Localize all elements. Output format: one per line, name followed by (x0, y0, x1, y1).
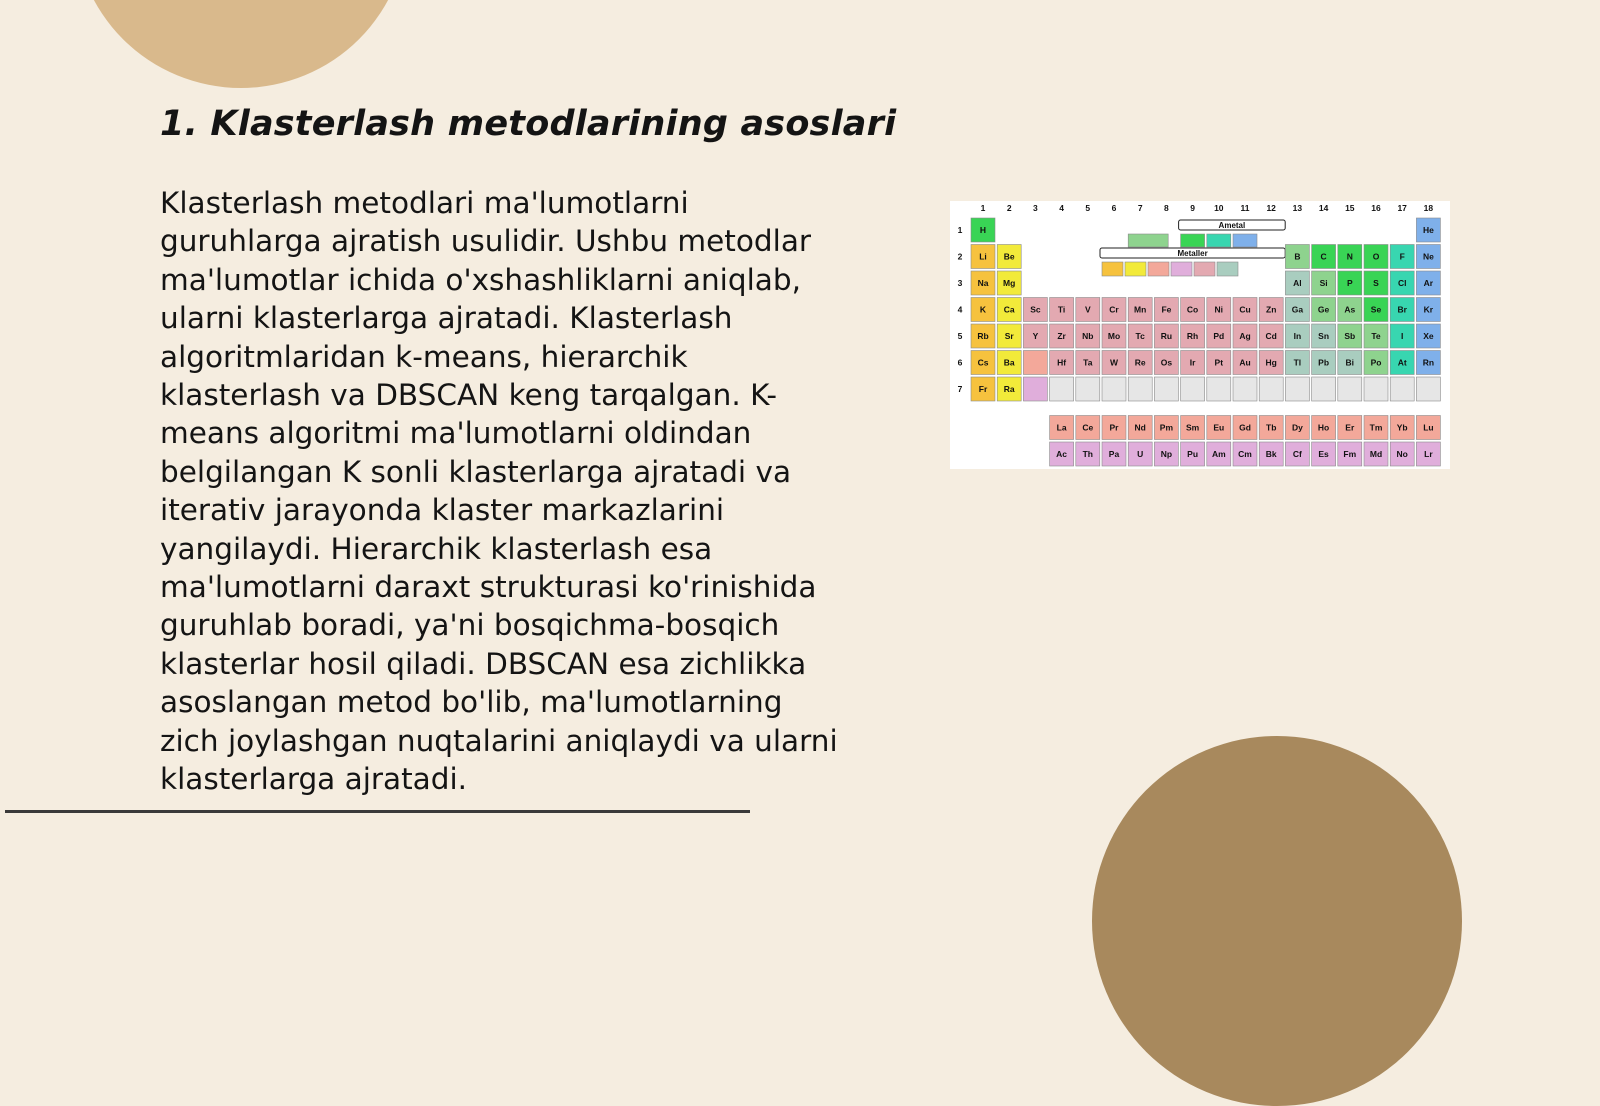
element-symbol: Cu (1239, 304, 1251, 315)
element-symbol: Ge (1317, 304, 1330, 315)
element-symbol: Zn (1266, 304, 1277, 315)
group-number: 9 (1190, 203, 1195, 213)
element-symbol: He (1422, 225, 1434, 235)
element-symbol: V (1084, 304, 1091, 315)
unknown-element-cell (1102, 377, 1126, 401)
element-symbol: In (1293, 331, 1302, 341)
group-number: 14 (1318, 203, 1329, 213)
element-symbol: Y (1032, 331, 1039, 341)
element-symbol: Pt (1214, 357, 1224, 368)
element-symbol: Re (1134, 357, 1146, 368)
element-symbol: Ra (1003, 384, 1015, 394)
element-symbol: K (979, 304, 987, 315)
group-number: 1 (980, 203, 986, 213)
element-symbol: Li (979, 251, 987, 262)
period-number: 5 (957, 331, 963, 341)
element-symbol: Hg (1265, 357, 1277, 368)
unknown-element-cell (1338, 377, 1362, 401)
element-symbol: N (1346, 251, 1353, 262)
period-number: 4 (957, 304, 963, 315)
element-symbol: Dy (1291, 422, 1303, 433)
element-symbol: Cl (1397, 278, 1407, 288)
periodic-table-graphic (950, 201, 1450, 469)
legend-swatch (1194, 262, 1215, 276)
element-symbol: Ar (1423, 278, 1434, 288)
element-symbol: Cd (1265, 331, 1277, 341)
element-symbol: Rb (977, 331, 989, 341)
element-symbol: Ga (1291, 304, 1304, 315)
lanthanide-placeholder (1023, 351, 1047, 375)
nonmetals-legend-label: Ametal (1218, 221, 1246, 230)
group-number: 5 (1085, 203, 1091, 213)
unknown-element-cell (1390, 377, 1414, 401)
element-symbol: Tm (1369, 422, 1383, 433)
slide-title: 1. Klasterlash metodlarining asoslari (160, 104, 897, 144)
element-symbol: Kr (1423, 304, 1434, 315)
element-symbol: Au (1239, 357, 1251, 368)
element-symbol: Sm (1185, 422, 1200, 433)
element-symbol: Os (1160, 357, 1173, 368)
group-number: 15 (1345, 203, 1355, 213)
element-symbol: Fr (978, 384, 988, 394)
element-symbol: Lu (1423, 422, 1434, 433)
element-symbol: Ir (1189, 357, 1196, 368)
element-symbol: Pd (1213, 331, 1225, 341)
element-symbol: B (1294, 251, 1301, 262)
element-symbol: F (1399, 251, 1405, 262)
element-symbol: W (1109, 357, 1119, 368)
period-number: 7 (957, 384, 963, 394)
group-number: 18 (1423, 203, 1434, 213)
unknown-element-cell (1259, 377, 1283, 401)
legend-swatch (1148, 262, 1169, 276)
element-symbol: As (1344, 304, 1356, 315)
element-symbol: P (1346, 278, 1353, 288)
group-number: 6 (1111, 203, 1117, 213)
element-symbol: Sn (1318, 331, 1330, 341)
legend-swatch (1181, 234, 1205, 247)
group-number: 3 (1033, 203, 1038, 213)
element-symbol: Yb (1396, 422, 1408, 433)
element-symbol: Ni (1214, 304, 1224, 315)
periodic-table-image (950, 201, 1450, 469)
legend-swatch (1128, 234, 1168, 247)
period-number: 1 (957, 225, 963, 235)
element-symbol: Co (1186, 304, 1199, 315)
element-symbol: Ta (1083, 357, 1093, 368)
element-symbol: Nb (1082, 331, 1094, 341)
element-symbol: Rn (1422, 357, 1435, 368)
element-symbol: Fe (1161, 304, 1172, 315)
element-symbol: Al (1293, 278, 1302, 288)
unknown-element-cell (1050, 377, 1074, 401)
element-symbol: Te (1371, 331, 1381, 341)
element-symbol: S (1373, 278, 1379, 288)
decorative-circle-bottom (1092, 736, 1462, 1106)
unknown-element-cell (1416, 377, 1440, 401)
element-symbol: Ne (1422, 251, 1434, 262)
group-number: 13 (1292, 203, 1303, 213)
group-number: 8 (1164, 203, 1169, 213)
unknown-element-cell (1285, 377, 1309, 401)
element-symbol: Cr (1109, 304, 1119, 315)
element-symbol: Mn (1134, 304, 1147, 315)
element-symbol: H (979, 225, 987, 235)
element-symbol: Th (1082, 449, 1093, 459)
element-symbol: Sc (1030, 304, 1041, 315)
element-symbol: C (1320, 251, 1327, 262)
element-symbol: Sr (1004, 331, 1014, 341)
element-symbol: Md (1369, 449, 1383, 459)
element-symbol: O (1372, 251, 1380, 262)
element-symbol: Cs (977, 357, 989, 368)
period-number: 6 (957, 357, 963, 368)
period-number: 2 (957, 251, 963, 262)
period-number: 3 (957, 278, 963, 288)
unknown-element-cell (1154, 377, 1178, 401)
element-symbol: Ru (1160, 331, 1173, 341)
group-number: 11 (1240, 203, 1250, 213)
legend-swatch (1171, 262, 1192, 276)
element-symbol: Zr (1057, 331, 1066, 341)
element-symbol: Pb (1318, 357, 1330, 368)
actinide-placeholder (1023, 377, 1047, 401)
element-symbol: Nd (1134, 422, 1146, 433)
element-symbol: Mg (1003, 278, 1016, 288)
element-symbol: Ag (1239, 331, 1251, 341)
element-symbol: Bk (1265, 449, 1277, 459)
group-number: 4 (1059, 203, 1064, 213)
element-symbol: Cf (1292, 449, 1302, 459)
element-symbol: No (1396, 449, 1408, 459)
element-symbol: Be (1003, 251, 1015, 262)
element-symbol: Tl (1293, 357, 1302, 368)
element-symbol: Am (1211, 449, 1226, 459)
element-symbol: Ac (1056, 449, 1068, 459)
element-symbol: Rh (1186, 331, 1199, 341)
group-number: 7 (1137, 203, 1143, 213)
element-symbol: At (1397, 357, 1407, 368)
legend-swatch (1207, 234, 1231, 247)
legend-swatch (1233, 234, 1257, 247)
divider-line (5, 810, 750, 813)
element-symbol: Sb (1344, 331, 1356, 341)
element-symbol: Er (1345, 422, 1355, 433)
element-symbol: Ti (1057, 304, 1066, 315)
metals-legend-label: Metaller (1177, 249, 1208, 258)
element-symbol: Br (1397, 304, 1407, 315)
element-symbol: Xe (1423, 331, 1434, 341)
element-symbol: Eu (1213, 422, 1225, 433)
group-number: 17 (1397, 203, 1407, 213)
element-symbol: Na (977, 278, 989, 288)
unknown-element-cell (1364, 377, 1388, 401)
element-symbol: Ca (1003, 304, 1015, 315)
element-symbol: Tc (1135, 331, 1145, 341)
group-number: 12 (1266, 203, 1276, 213)
element-symbol: Cm (1238, 449, 1252, 459)
decorative-circle-top (74, 0, 408, 88)
legend-swatch (1125, 262, 1146, 276)
element-symbol: Pa (1108, 449, 1120, 459)
group-number: 2 (1006, 203, 1012, 213)
unknown-element-cell (1312, 377, 1336, 401)
group-number: 10 (1214, 203, 1224, 213)
unknown-element-cell (1128, 377, 1152, 401)
element-symbol: Es (1318, 449, 1329, 459)
element-symbol: Ba (1003, 357, 1015, 368)
element-symbol: Bi (1345, 357, 1355, 368)
element-symbol: Gd (1239, 422, 1251, 433)
element-symbol: Pu (1187, 449, 1199, 459)
element-symbol: Tb (1266, 422, 1277, 433)
legend-swatch (1217, 262, 1238, 276)
element-symbol: I (1401, 331, 1404, 341)
unknown-element-cell (1181, 377, 1205, 401)
element-symbol: Po (1370, 357, 1382, 368)
element-symbol: Se (1370, 304, 1382, 315)
element-symbol: Fm (1343, 449, 1357, 459)
element-symbol: Hf (1057, 357, 1067, 368)
element-symbol: Np (1160, 449, 1173, 459)
element-symbol: U (1137, 449, 1144, 459)
unknown-element-cell (1076, 377, 1100, 401)
unknown-element-cell (1233, 377, 1257, 401)
legend-swatch (1102, 262, 1123, 276)
element-symbol: Lr (1424, 449, 1433, 459)
element-symbol: La (1056, 422, 1067, 433)
element-symbol: Pm (1159, 422, 1174, 433)
slide-body-text: Klasterlash metodlari ma'lumotlarni guruhlarga ajratish usulidir. Ushbu metodlar ma'lumotlar ichida o'xshashliklarni aniqlab, ularni klasterlarga ajratadi. Klasterlash algoritmlaridan k-means, hierarchik klasterlash va DBSCAN keng tarqalgan. K-means algoritmi ma'lumotlarni oldindan belgilangan K sonli klasterlarga ajratadi va iterativ jarayonda klaster markazlarini yangilaydi. Hierarchik klasterlash esa ma'lumotlarni daraxt strukturasi ko'rinishida guruhlab boradi, ya'ni bosqichma-bosqich klasterlar hosil qiladi. DBSCAN esa zichlikka asoslangan metod bo'lib, ma'lumotlarning zich joylashgan nuqtalarini aniqlaydi va ularni klasterlarga ajratadi. (160, 186, 838, 797)
group-number: 16 (1371, 203, 1381, 213)
element-symbol: Ho (1317, 422, 1330, 433)
unknown-element-cell (1207, 377, 1231, 401)
element-symbol: Pr (1109, 422, 1119, 433)
element-symbol: Mo (1107, 331, 1121, 341)
element-symbol: Si (1319, 278, 1328, 288)
element-symbol: Ce (1082, 422, 1094, 433)
